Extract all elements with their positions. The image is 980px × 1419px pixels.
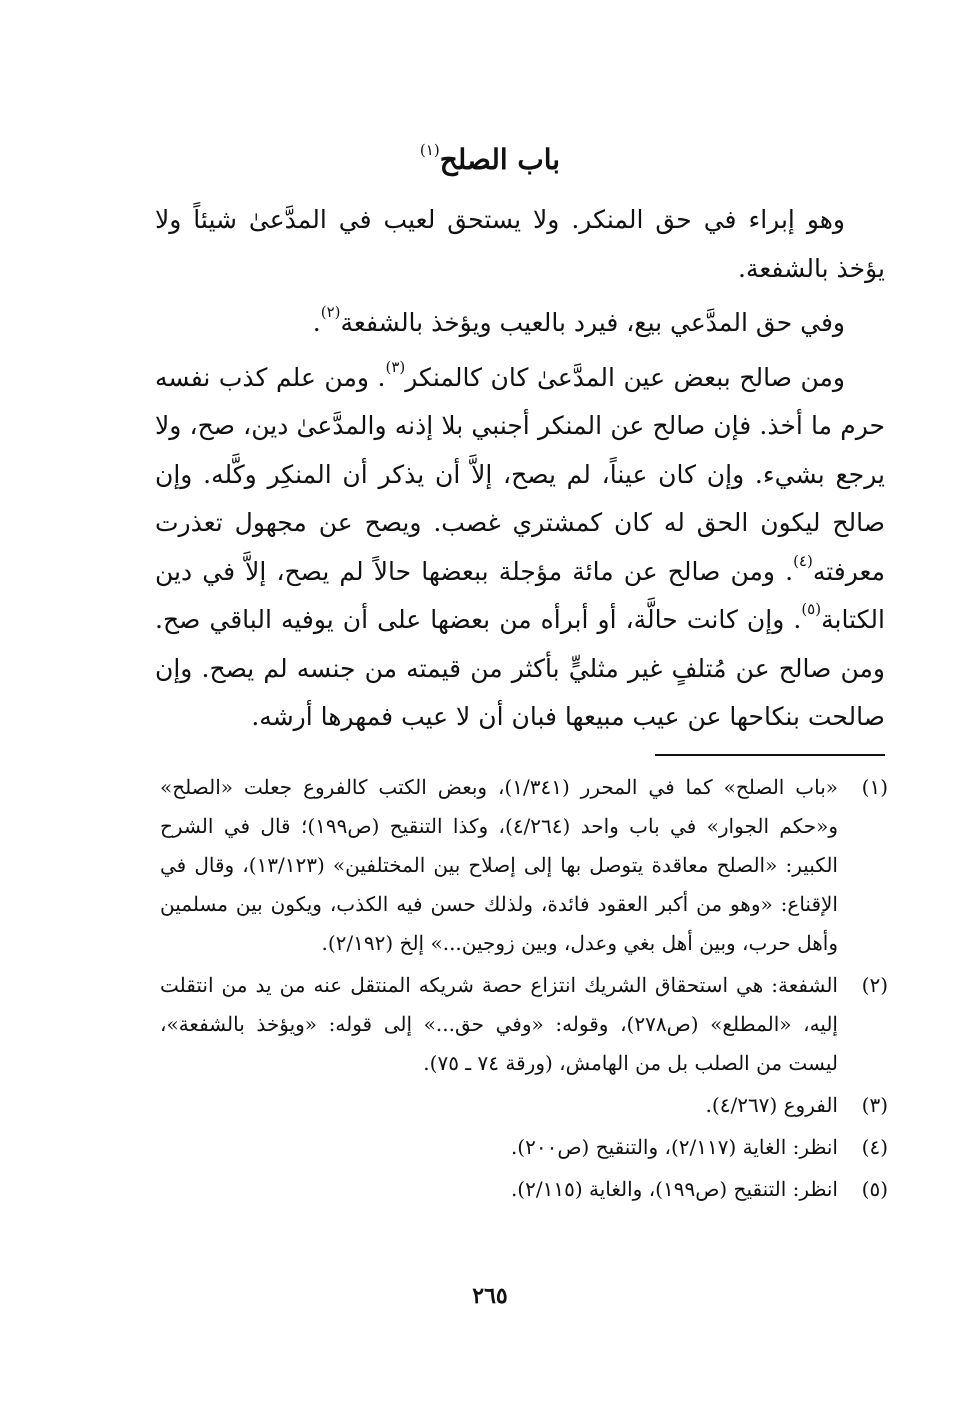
footnote-number: (٥) [861,1177,888,1201]
footnote-text: «باب الصلح» كما في المحرر (١/٣٤١)، وبعض الكتب كالفروع جعلت «الصلح» و«حكم الجوار» في باب واحد (٤/٢٦٤)، وكذا التنقيح (ص١٩٩)؛ قال في الشرح الكبير: «الصلح معاقدة يتوصل بها إلى إصلاح بين المختلفين» (١٣/١٢٣)، وقال في الإقناع: «وهو من أكبر العقود فائدة، ولذلك حسن فيه الكذب، ويكون بين مسلمين وأهل حرب، وبين أهل بغي وعدل، وبين زوجين...» إلخ (٢/١٩٢). [160,775,838,955]
footnote-ref-3: (٣) [385,357,406,376]
paragraph-3 [155,354,885,742]
footnote-4 [160,1128,888,1167]
paragraph-3-text-d: . وإن كانت حالَّة، أو أبرأه من بعضها على أن يوفيه الباقي صح. ومن صالح عن مُتلفٍ غير مثليٍّ بأكثر من قيمته من جنسه لم يصح. وإن صالحت بنكاحها عن عيب مبيعها فبان أن لا عيب فمهرها أرشه. [155,605,885,731]
footnote-text: الشفعة: هي استحقاق الشريك انتزاع حصة شريكه المنتقل عنه من يد من انتقلت إليه، «المطلع» (ص٢٧٨)، وقوله: «وفي حق...» إلى قوله: «ويؤخذ بالشفعة»، ليست من الصلب بل من الهامش، (ورقة ٧٤ ـ ٧٥). [160,973,838,1075]
main-text [155,196,885,742]
paragraph-1 [155,196,885,293]
footnote-1 [160,768,888,963]
footnote-separator [655,754,885,756]
footnotes [160,768,888,1212]
chapter-title [0,138,980,182]
paragraph-2-end: . [312,308,321,337]
chapter-title-text: باب الصلح [439,143,561,176]
paragraph-2-text: وفي حق المدَّعي بيع، فيرد بالعيب ويؤخذ بالشفعة [340,308,845,337]
footnote-2 [160,966,888,1083]
footnote-number: (١) [861,775,888,799]
paragraph-2 [155,299,885,348]
chapter-title-footnote-ref: (١) [419,141,440,159]
footnote-number: (٤) [861,1135,888,1159]
footnote-ref-4: (٤) [793,551,813,570]
footnote-ref-5: (٥) [801,600,822,618]
footnote-text: الفروع (٤/٢٦٧). [705,1093,838,1117]
paragraph-3-text-c: . ومن صالح عن مائة مؤجلة ببعضها حالاً لم يصح، إلاَّ في دين الكتابة [155,556,885,634]
footnote-number: (٢) [861,973,888,997]
paragraph-3-text-b: . ومن علم كذب نفسه حرم ما أخذ. فإن صالح عن المنكر أجنبي بلا إذنه والمدَّعىٰ دين، صح، ولا يرجع بشيء. وإن كان عيناً، لم يصح، إلاَّ أن يذكر أن المنكِر وكَّله. وإن صالح ليكون الحق له كان كمشتري غصب. ويصح عن مجهول تعذرت معرفته [155,362,885,586]
paragraph-3-text-a: ومن صالح ببعض عين المدَّعىٰ كان كالمنكر [405,362,845,392]
footnote-text: انظر: الغاية (٢/١١٧)، والتنقيح (ص٢٠٠). [510,1135,838,1159]
footnote-number: (٣) [861,1093,888,1117]
paragraph-1-text: وهو إبراء في حق المنكر. ولا يستحق لعيب في المدَّعىٰ شيئاً ولا يؤخذ بالشفعة. [155,205,885,283]
footnote-text: انظر: التنقيح (ص١٩٩)، والغاية (٢/١١٥). [510,1177,838,1201]
footnote-ref-2: (٢) [320,303,341,321]
footnote-3 [160,1086,888,1125]
page-number: ٢٦٥ [472,1283,508,1309]
footnote-5 [160,1170,888,1209]
